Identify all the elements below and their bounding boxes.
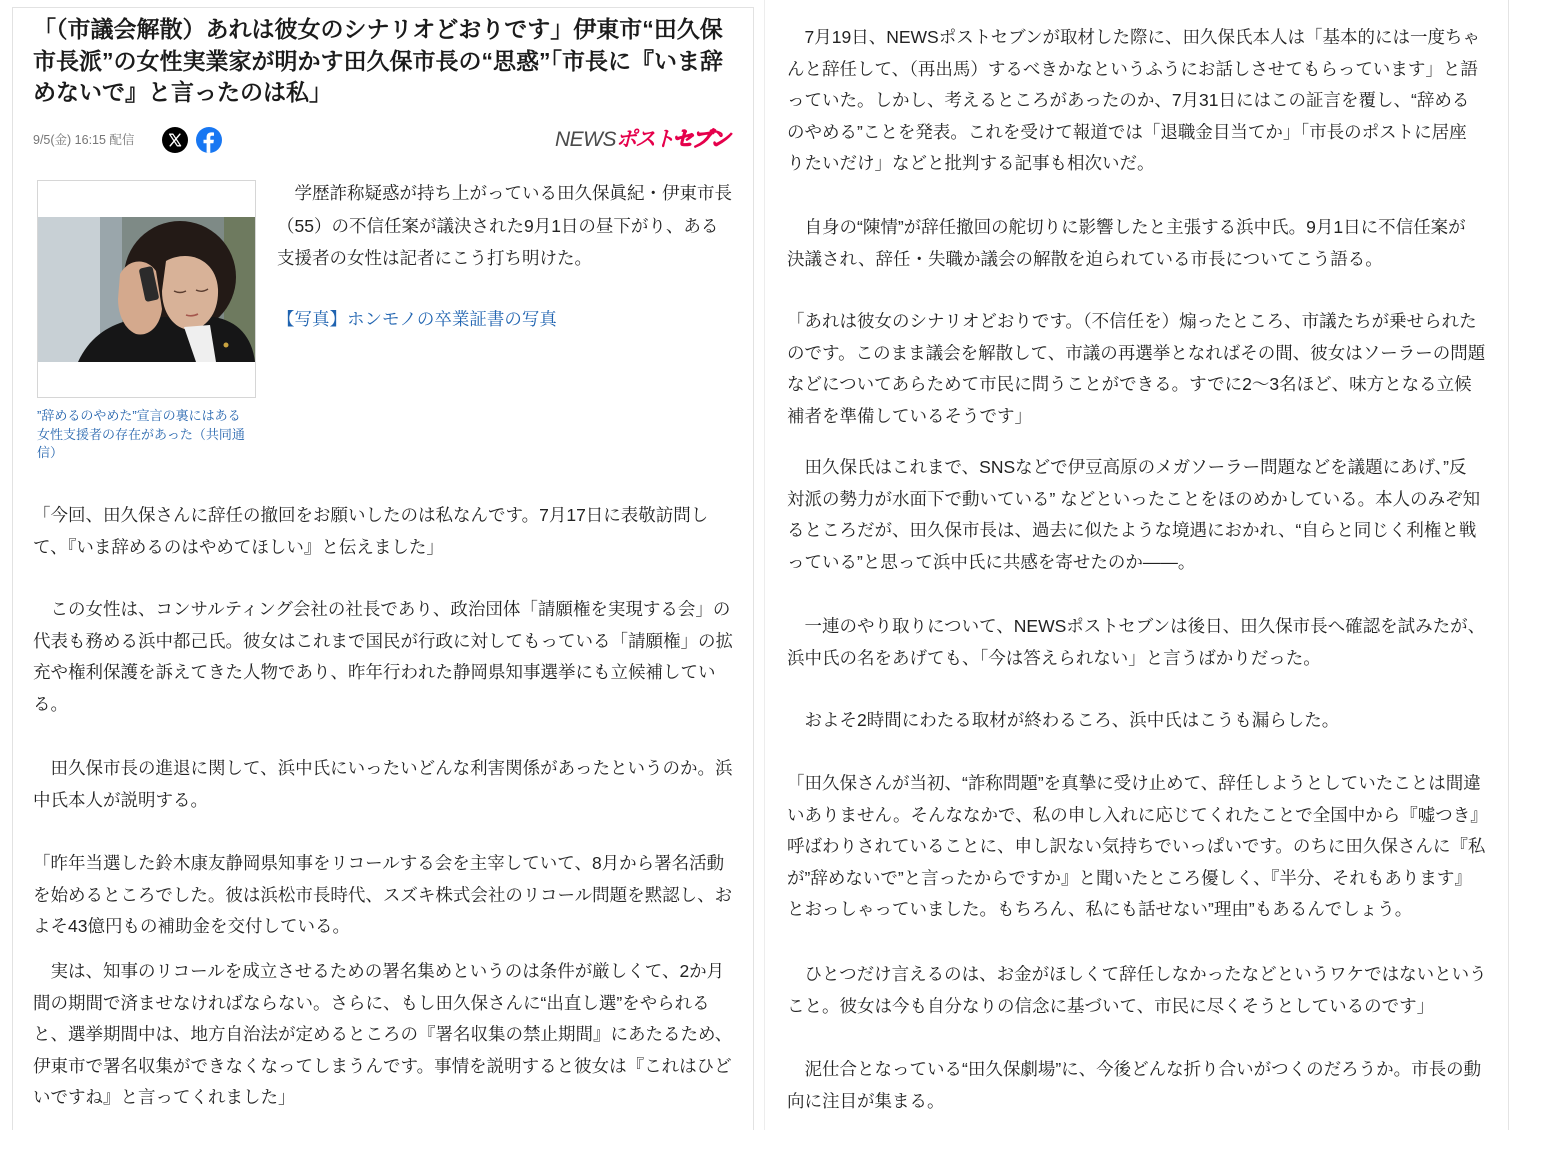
body-paragraph: 田久保氏はこれまで、SNSなどで伊豆高原のメガソーラー問題などを議題にあげ、”反 対派の勢力が水面下で動いている” などといったことをほのめかしている。本人のみぞ知 るところだが、田久保市長は、過去に似たような境遇におかれ、“自らと同じく利権と戦 っている”と思って浜中氏に共感を寄せたのか――。 — [787, 457, 1481, 572]
body-paragraph: 実は、知事のリコールを成立させるための署名集めというのは条件が厳しくて、2か月 間の期間で済ませなければならない。さらに、もし田久保さんに“出直し選”をやられる と、選挙期間中は、地方自治法が定めるところの『署名収集の禁止期間』にあたるため、 伊東市で署名収集ができなくなってしまうんです。事情を説明すると彼女は『これはひど いですね』と言ってくれました」 — [33, 961, 733, 1108]
person-pin — [224, 343, 229, 348]
body-paragraph: 7月19日、NEWSポストセブンが取材した際に、田久保氏本人は「基本的には一度ちゃ んと辞任して、（再出馬）するべきかなというふうにお話しさせてもらっています」と語 っていた。しかし、考えるところがあったのか、7月31日にはこの証言を覆し、“辞める のやめる”ことを発表。これを受けて報道では「退職金目当てか」「市長のポストに居座 りたいだけ」などと批判する記事も相次いだ。 — [787, 27, 1480, 174]
publisher-logo[interactable] — [555, 124, 729, 156]
body-paragraph: 「昨年当選した鈴木康友静岡県知事をリコールする会を主宰していて、8月から署名活動 を始めるところでした。彼は浜松市長時代、スズキ株式会社のリコール問題を黙認し、お よそ43億円もの補助金を交付している。 — [33, 853, 733, 937]
intro-paragraph: 学歴詐称疑惑が持ち上がっている田久保眞紀・伊東市長 （55）の不信任案が議決された9月1日の昼下がり、ある 支援者の女性は記者にこう打ち明けた。 — [277, 183, 732, 268]
x-logo-glyph — [162, 127, 188, 153]
article-right-column — [764, 0, 1509, 1130]
body-paragraph: 「あれは彼女のシナリオどおりです。（不信任を）煽ったところ、市議たちが乗せられた のです。このまま議会を解散して、市議の再選挙となればその間、彼女はソーラーの問題 などについてあらためて市民に問うことができる。すでに2～3名ほど、味方となる立候 補者を準備しているそうです」 — [787, 311, 1486, 426]
body-paragraph: 「田久保さんが当初、“詐称問題”を真摯に受け止めて、辞任しようとしていたことは間違 いありません。そんななかで、私の申し入れに応じてくれたことで全国中から『嘘つき』 呼ばわりされていることに、申し訳ない気持ちでいっぱいです。のちに田久保さんに『私 が”辞めないで”と言ったからですか』と聞いたところ優しく、『半分、それもあります』 とおっしゃっていました。もちろん、私にも話せない”理由”もあるんでしょう。 — [787, 773, 1488, 920]
body-paragraph: 「今回、田久保さんに辞任の撤回をお願いしたのは私なんです。7月17日に表敬訪問し て、『いま辞めるのはやめてほしい』と伝えました」 — [33, 505, 709, 557]
photo-gallery-link[interactable]: 【写真】ホンモノの卒業証書の写真 — [277, 309, 557, 329]
body-paragraph: ひとつだけ言えるのは、お金がほしくて辞任しなかったなどというワケではないという こと。彼女は今も自分なりの信念に基づいて、市民に尽くそうとしているのです」 — [787, 964, 1487, 1016]
body-paragraph: およそ2時間にわたる取材が終わるころ、浜中氏はこうも漏らした。 — [787, 710, 1340, 730]
article-photo[interactable] — [37, 180, 256, 398]
article-title: 「（市議会解散）あれは彼女のシナリオどおりです」伊東市“田久保 市長派”の女性実業家が明かす田久保市長の“思惑”「市長に『いま辞 めないで』と言ったのは私」 — [33, 16, 723, 105]
publisher-logo-news: NEWS — [555, 128, 616, 151]
publish-date: 9/5(金) 16:15 配信 — [33, 133, 135, 147]
body-paragraph: 田久保市長の進退に関して、浜中氏にいったいどんな利害関係があったというのか。浜 中氏本人が説明する。 — [33, 758, 733, 810]
facebook-logo-glyph — [196, 127, 222, 153]
photo-caption: ”辞めるのやめた”宣言の裏にはある 女性支援者の存在があった（共同通 信） — [37, 408, 245, 460]
body-paragraph: 泥仕合となっている“田久保劇場”に、今後どんな折り合いがつくのだろうか。市長の動 向に注目が集まる。 — [787, 1059, 1482, 1111]
body-paragraph: 一連のやり取りについて、NEWSポストセブンは後日、田久保市長へ確認を試みたが、 浜中氏の名をあげても、「今は答えられない」と言うばかりだった。 — [787, 616, 1486, 668]
publisher-logo-seven: セブン — [672, 128, 729, 151]
article-left-column — [12, 7, 754, 1130]
facebook-share-icon[interactable] — [196, 127, 222, 153]
photo-image — [38, 217, 255, 362]
x-share-icon[interactable] — [162, 127, 188, 153]
person-face — [162, 256, 218, 330]
body-paragraph: この女性は、コンサルティング会社の社長であり、政治団体「請願権を実現する会」の 代表も務める浜中都己氏。彼女はこれまで国民が行政に対してもっている「請願権」の拡 充や権利保護を訴えてきた人物であり、昨年行われた静岡県知事選挙にも立候補してい る。 — [33, 599, 733, 714]
body-paragraph: 自身の“陳情”が辞任撤回の舵切りに影響したと主張する浜中氏。9月1日に不信任案が 決議され、辞任・失職か議会の解散を迫られている市長についてこう語る。 — [787, 217, 1466, 269]
publisher-logo-post: ポスト — [616, 128, 673, 151]
